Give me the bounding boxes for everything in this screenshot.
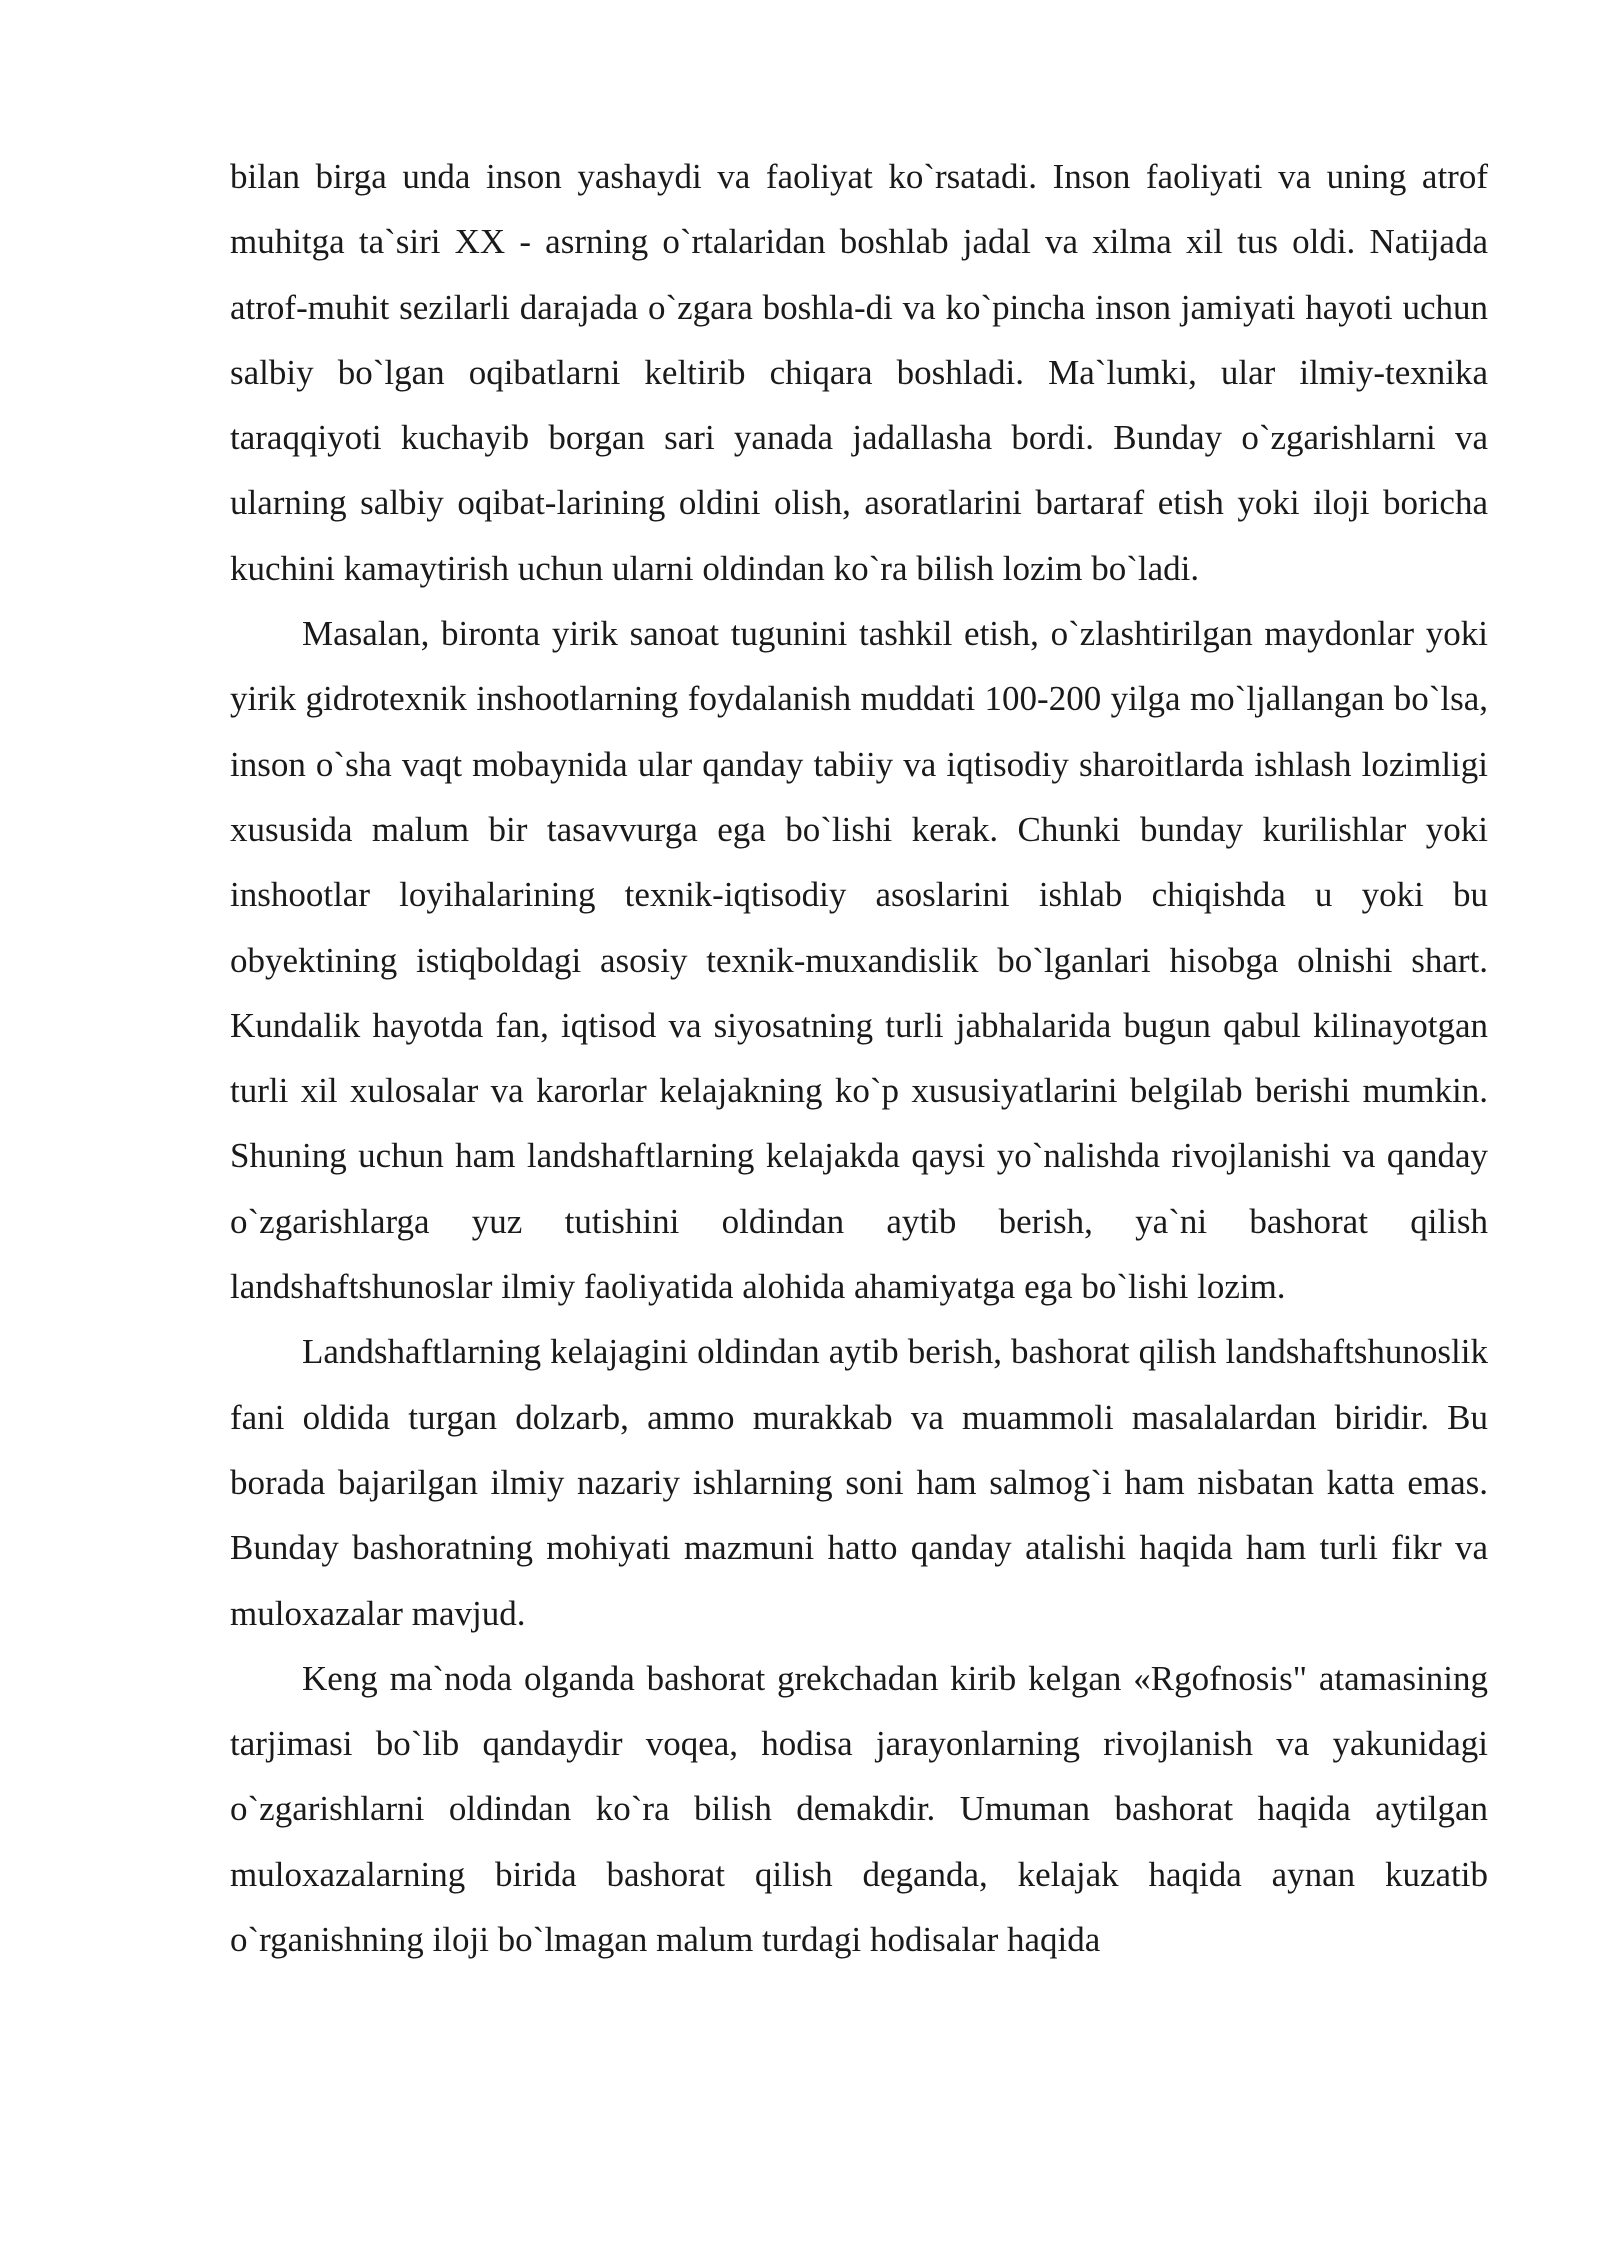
paragraph-industrial-example: Masalan, bironta yirik sanoat tugunini tashkil etish, o`zlashtirilgan maydonlar yoki yirik gidrotexnik inshootlarning foydalanish muddati 100-200 yilga mo`ljallangan bo`lsa, inson o`sha vaqt mobaynida ular qanday tabiiy va iqtisodiy sharoitlarda ishlash lozimligi xususida malum bir tasavvurga ega bo`lishi kerak. Chunki bunday kurilishlar yoki inshootlar loyihalarining texnik-iqtisodiy asoslarini ishlab chiqishda u yoki bu obyektining istiqboldagi asosiy texnik-muxandislik bo`lganlari hisobga olnishi shart. Kundalik hayotda fan, iqtisod va siyosatning turli jabhalarida bugun qabul kilinayotgan turli xil xulosalar va karorlar kelajakning ko`p xususiyatlarini belgilab berishi mumkin. Shuning uchun ham landshaftlarning kelajakda qaysi yo`nalishda rivojlanishi va qanday o`zgarishlarga yuz tutishini oldindan aytib berish, ya`ni bashorat qilish landshaftshunoslar ilmiy faoliyatida alohida ahamiyatga ega bo`lishi lozim. [230,614,1488,1307]
paragraph-landscape-forecasting: Landshaftlarning kelajagini oldindan aytib berish, bashorat qilish landshaftshunoslik fani oldida turgan dolzarb, ammo murakkab va muammoli masalalardan biridir. Bu borada bajarilgan ilmiy nazariy ishlarning soni ham salmog`i ham nisbatan katta emas. Bunday bashoratning mohiyati mazmuni hatto qanday atalishi haqida ham turli fikr va muloxazalar mavjud. [230,1332,1488,1633]
paragraph-prognosis-definition: Keng ma`noda olganda bashorat grekchadan kirib kelgan «Rgofnosis" atamasining tarjimasi bo`lib qandaydir voqea, hodisa jarayonlarning rivojlanish va yakunidagi o`zgarishlarni oldindan ko`ra bilish demakdir. Umuman bashorat haqida aytilgan muloxazalarning birida bashorat qilish deganda, kelajak haqida aynan kuzatib o`rganishning iloji bo`lmagan malum turdagi hodisalar haqida [230,1658,1488,1960]
paragraph-continuation: bilan birga unda inson yashaydi va faoliyat ko`rsatadi. Inson faoliyati va uning atrof muhitga ta`siri XX - asrning o`rtalaridan boshlab jadal va xilma xil tus oldi. Natijada atrof-muhit sezilarli darajada o`zgara boshla-di va ko`pincha inson jamiyati hayoti uchun salbiy bo`lgan oqibatlarni keltirib chiqara boshladi. Ma`lumki, ular ilmiy-texnika taraqqiyoti kuchayib borgan sari yanada jadallasha bordi. Bunday o`zgarishlarni va ularning salbiy oqibat-larining oldini olish, asoratlarini bartaraf etish yoki iloji boricha kuchini kamaytirish uchun ularni oldindan ko`ra bilish lozim bo`ladi. [230,157,1488,588]
document-body [230,144,1488,1972]
